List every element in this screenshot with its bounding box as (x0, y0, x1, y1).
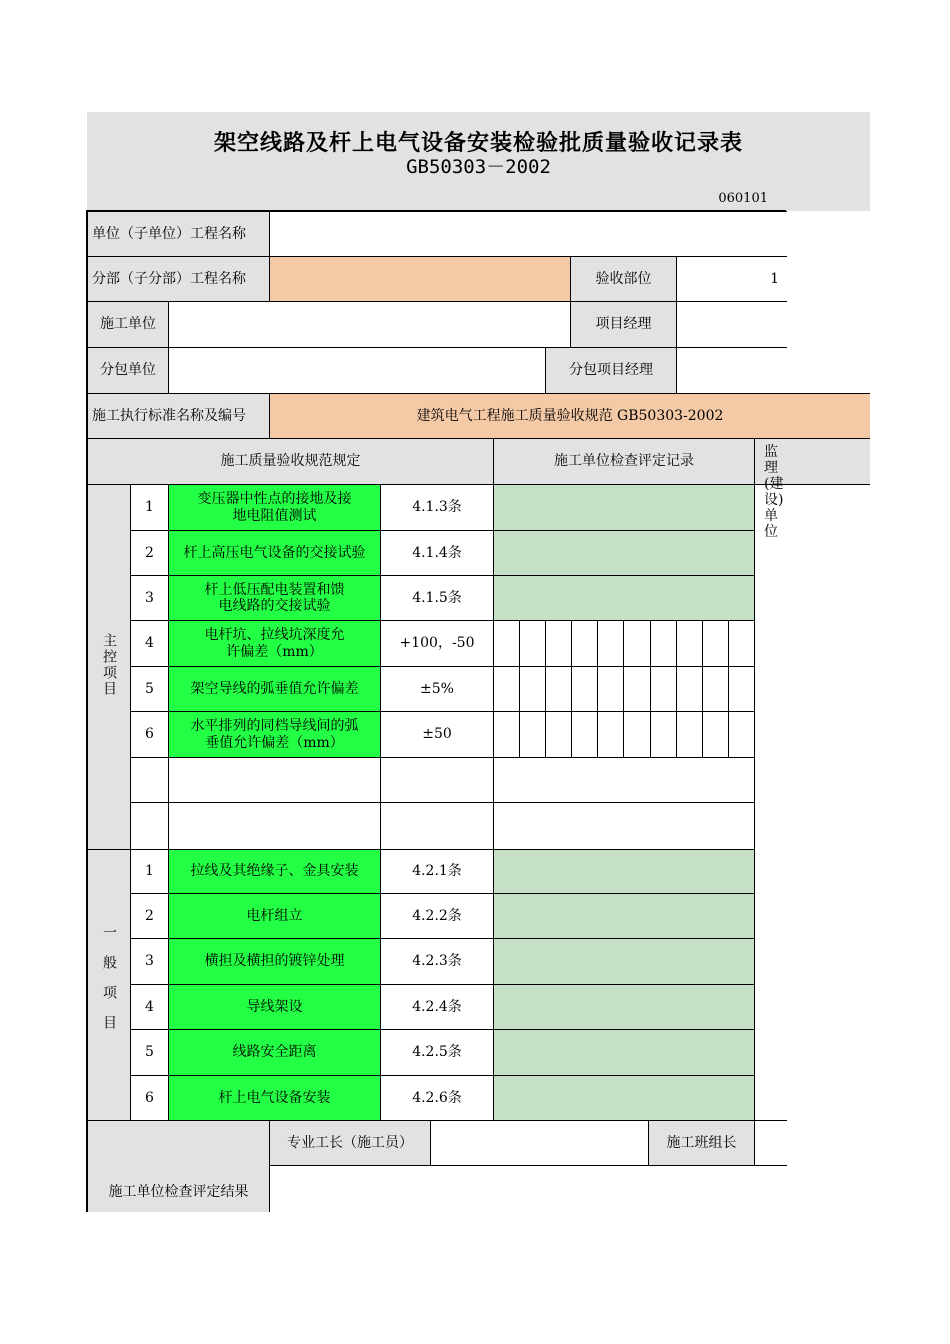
main-row-3-no: 3 (130, 575, 169, 621)
contractor-label: 施工单位 (87, 301, 169, 348)
general-row-6-item: 杆上电气设备安装 (168, 1075, 381, 1121)
record-column-header: 施工单位检查评定记录 (493, 438, 755, 485)
supervisor-column-header (754, 438, 870, 540)
main-row-blank-record[interactable] (493, 757, 755, 803)
general-row-4-record[interactable] (493, 984, 755, 1030)
result-label: 施工单位检查评定结果 (87, 1120, 270, 1212)
sub-project-field[interactable] (269, 256, 571, 302)
measure-cell[interactable] (519, 666, 546, 712)
general-row-3-item: 横担及横担的镀锌处理 (168, 938, 381, 985)
main-row-1-no: 1 (130, 484, 169, 531)
general-row-3-no: 3 (130, 938, 169, 985)
sub-project-label: 分部（子分部）工程名称 (87, 256, 270, 302)
unit-project-label: 单位（子单位）工程名称 (87, 211, 270, 257)
measure-cell[interactable] (545, 620, 572, 667)
measure-cell[interactable] (597, 620, 624, 667)
sub-pm-field[interactable] (676, 347, 787, 394)
measure-cell[interactable] (650, 666, 677, 712)
form-standard-code: GB50303－2002 (406, 156, 551, 178)
team-leader-field[interactable] (754, 1120, 787, 1166)
measure-cell[interactable] (519, 620, 546, 667)
main-row-5-measure-grid (493, 666, 755, 712)
general-row-5-no: 5 (130, 1029, 169, 1076)
general-row-3-record[interactable] (493, 938, 755, 985)
measure-cell[interactable] (623, 620, 650, 667)
main-row-blank-no (130, 757, 169, 803)
acceptance-part-label: 验收部位 (570, 256, 677, 302)
main-row-blank-no (130, 802, 169, 850)
main-row-1-record[interactable] (493, 484, 755, 531)
general-row-5-clause: 4.2.5条 (380, 1029, 494, 1076)
foreman-label: 专业工长（施工员） (269, 1120, 431, 1166)
measure-cell[interactable] (493, 666, 520, 712)
main-row-4-item: 电杆坑、拉线坑深度允许偏差（mm） (168, 620, 381, 667)
title-band (87, 112, 870, 211)
measure-cell[interactable] (650, 711, 677, 758)
measure-cell[interactable] (650, 620, 677, 667)
general-row-2-no: 2 (130, 893, 169, 939)
measure-cell[interactable] (545, 711, 572, 758)
main-items-label-text: 主控项目 (101, 633, 118, 697)
standard-field[interactable]: 建筑电气工程施工质量验收规范 GB50303-2002 (269, 393, 870, 439)
sub-pm-label: 分包项目经理 (545, 347, 677, 394)
main-row-6-no: 6 (130, 711, 169, 758)
general-row-2-record[interactable] (493, 893, 755, 939)
main-row-3-record[interactable] (493, 575, 755, 621)
foreman-field[interactable] (430, 1120, 649, 1166)
main-row-blank-clause[interactable] (380, 802, 494, 850)
main-row-4-no: 4 (130, 620, 169, 667)
measure-cell[interactable] (702, 711, 729, 758)
main-row-4-clause: +100，-50 (380, 620, 494, 667)
general-row-4-clause: 4.2.4条 (380, 984, 494, 1030)
measure-cell[interactable] (623, 711, 650, 758)
unit-project-field[interactable] (269, 211, 787, 257)
form-title: 架空线路及杆上电气设备安装检验批质量验收记录表 (213, 131, 743, 156)
project-manager-label: 项目经理 (570, 301, 677, 348)
main-row-2-clause: 4.1.4条 (380, 530, 494, 576)
main-row-1-clause: 4.1.3条 (380, 484, 494, 531)
general-row-6-clause: 4.2.6条 (380, 1075, 494, 1121)
general-row-1-item: 拉线及其绝缘子、金具安装 (168, 849, 381, 894)
measure-cell[interactable] (728, 620, 755, 667)
general-row-1-record[interactable] (493, 849, 755, 894)
general-items-label-text: 一般项目 (101, 925, 118, 1045)
measure-cell[interactable] (493, 711, 520, 758)
main-row-blank-item[interactable] (168, 802, 381, 850)
main-row-6-measure-grid (493, 711, 755, 758)
main-row-blank-item[interactable] (168, 757, 381, 803)
supervisor-column-label: 监理(建设)单位 (764, 443, 784, 540)
measure-cell[interactable] (676, 711, 703, 758)
contractor-field[interactable] (168, 301, 571, 348)
general-row-6-no: 6 (130, 1075, 169, 1121)
general-row-4-no: 4 (130, 984, 169, 1030)
standard-label: 施工执行标准名称及编号 (87, 393, 270, 439)
measure-cell[interactable] (519, 711, 546, 758)
subcontractor-label: 分包单位 (87, 347, 169, 394)
main-row-5-no: 5 (130, 666, 169, 712)
general-row-5-record[interactable] (493, 1029, 755, 1076)
main-row-blank-record[interactable] (493, 802, 755, 850)
main-row-4-measure-grid (493, 620, 755, 667)
supervisor-column-body[interactable] (754, 484, 787, 1121)
general-row-2-item: 电杆组立 (168, 893, 381, 939)
acceptance-part-field[interactable]: 1 (676, 256, 787, 302)
main-row-2-no: 2 (130, 530, 169, 576)
measure-cell[interactable] (545, 666, 572, 712)
form-number: 060101 (718, 191, 768, 206)
general-items-label (87, 849, 131, 1121)
main-row-6-clause: ±50 (380, 711, 494, 758)
measure-cell[interactable] (597, 666, 624, 712)
general-row-5-item: 线路安全距离 (168, 1029, 381, 1076)
main-row-5-item: 架空导线的弧垂值允许偏差 (168, 666, 381, 712)
general-row-4-item: 导线架设 (168, 984, 381, 1030)
main-row-5-clause: ±5% (380, 666, 494, 712)
main-row-6-item: 水平排列的同档导线间的弧垂值允许偏差（mm） (168, 711, 381, 758)
project-manager-field[interactable] (676, 301, 787, 348)
spec-column-header: 施工质量验收规范规定 (87, 438, 494, 485)
measure-cell[interactable] (623, 666, 650, 712)
measure-cell[interactable] (571, 666, 598, 712)
measure-cell[interactable] (676, 666, 703, 712)
main-row-blank-clause[interactable] (380, 757, 494, 803)
measure-cell[interactable] (571, 620, 598, 667)
measure-cell[interactable] (728, 711, 755, 758)
measure-cell[interactable] (493, 620, 520, 667)
main-row-3-clause: 4.1.5条 (380, 575, 494, 621)
general-row-2-clause: 4.2.2条 (380, 893, 494, 939)
measure-cell[interactable] (728, 666, 755, 712)
main-items-label (87, 484, 131, 850)
general-row-3-clause: 4.2.3条 (380, 938, 494, 985)
general-row-1-no: 1 (130, 849, 169, 894)
main-row-2-record[interactable] (493, 530, 755, 576)
main-row-2-item: 杆上高压电气设备的交接试验 (168, 530, 381, 576)
main-row-3-item: 杆上低压配电装置和馈电线路的交接试验 (168, 575, 381, 621)
general-row-6-record[interactable] (493, 1075, 755, 1121)
measure-cell[interactable] (571, 711, 598, 758)
measure-cell[interactable] (702, 666, 729, 712)
footer-divider (269, 1165, 270, 1212)
team-leader-label: 施工班组长 (648, 1120, 755, 1166)
general-row-1-clause: 4.2.1条 (380, 849, 494, 894)
measure-cell[interactable] (702, 620, 729, 667)
measure-cell[interactable] (676, 620, 703, 667)
subcontractor-field[interactable] (168, 347, 546, 394)
measure-cell[interactable] (597, 711, 624, 758)
main-row-1-item: 变压器中性点的接地及接地电阻值测试 (168, 484, 381, 531)
